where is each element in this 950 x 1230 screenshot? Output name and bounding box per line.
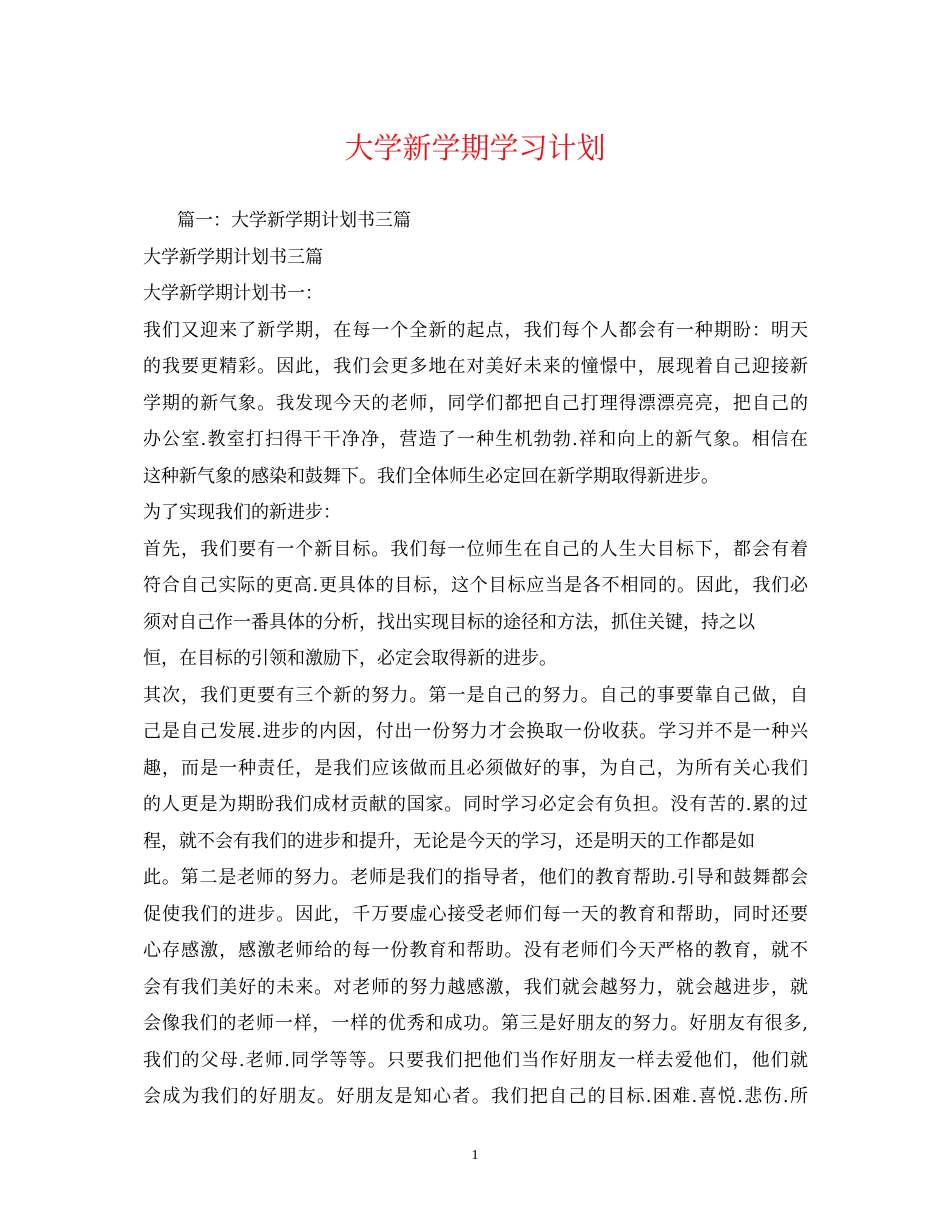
text-line: 会像我们的老师一样，一样的优秀和成功。第三是好朋友的努力。好朋友有很多, — [143, 1013, 808, 1034]
text-line: 的我要更精彩。因此，我们会更多地在对美好未来的憧憬中，展现着自己迎接新 — [143, 356, 808, 377]
text-line: 的人更是为期盼我们成材贡献的国家。同时学习必定会有负担。没有苦的.累的过 — [143, 794, 808, 815]
text-line: 这种新气象的感染和鼓舞下。我们全体师生必定回在新学期取得新进步。 — [143, 465, 719, 487]
text-line: 会有我们美好的未来。对老师的努力越感激，我们就会越努力，就会越进步，就 — [143, 976, 808, 998]
text-line: 会成为我们的好朋友。好朋友是知心者。我们把自己的目标.困难.喜悦.悲伤.所 — [143, 1086, 808, 1107]
text-line: 此。第二是老师的努力。老师是我们的指导者，他们的教育帮助.引导和鼓舞都会 — [143, 867, 808, 888]
text-line: 大学新学期计划书一： — [143, 283, 323, 304]
text-line: 心存感激，感激老师给的每一份教育和帮助。没有老师们今天严格的教育，就不 — [143, 940, 808, 961]
text-line: 为了实现我们的新进步： — [143, 502, 341, 523]
text-line: 程，就不会有我们的进步和提升，无论是今天的学习，还是明天的工作都是如 — [143, 830, 755, 852]
text-line: 我们的父母.老师.同学等等。只要我们把他们当作好朋友一样去爱他们，他们就 — [143, 1049, 808, 1071]
text-line: 己是自己发展.进步的内因，付出一份努力才会换取一份收获。学习并不是一种兴 — [143, 721, 808, 742]
document-title: 大学新学期学习计划 — [344, 131, 606, 165]
text-line: 我们又迎来了新学期，在每一个全新的起点，我们每个人都会有一种期盼：明天 — [143, 319, 808, 341]
text-line: 其次，我们更要有三个新的努力。第一是自己的努力。自己的事要靠自己做，自 — [143, 684, 808, 706]
text-line: 恒，在目标的引领和激励下，必定会取得新的进步。 — [143, 648, 557, 669]
text-line: 促使我们的进步。因此，千万要虚心接受老师们每一天的教育和帮助，同时还要 — [143, 903, 808, 925]
page-number: 1 — [471, 1148, 479, 1163]
text-line: 须对自己作一番具体的分析，找出实现目标的途径和方法，抓住关键，持之以 — [143, 611, 755, 633]
document-body — [143, 203, 808, 1116]
text-line: 篇一：大学新学期计划书三篇 — [177, 210, 411, 231]
text-line: 符合自己实际的更高.更具体的目标，这个目标应当是各不相同的。因此，我们必 — [143, 575, 808, 596]
text-line: 趣，而是一种责任，是我们应该做而且必须做好的事，为自己，为所有关心我们 — [143, 757, 808, 779]
text-line: 学期的新气象。我发现今天的老师，同学们都把自己打理得漂漂亮亮，把自己的 — [143, 392, 808, 414]
text-line: 办公室.教室打扫得干干净净，营造了一种生机勃勃.祥和向上的新气象。相信在 — [143, 429, 808, 450]
text-line: 大学新学期计划书三篇 — [143, 246, 323, 268]
text-line: 首先，我们要有一个新目标。我们每一位师生在自己的人生大目标下，都会有着 — [143, 538, 808, 560]
